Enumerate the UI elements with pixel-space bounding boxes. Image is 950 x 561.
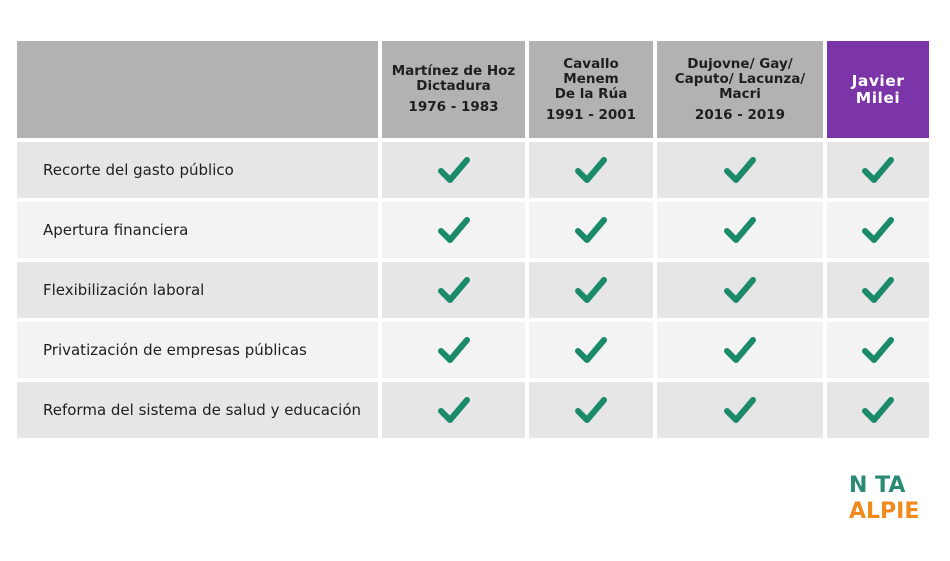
logo-line1: N TA bbox=[849, 473, 906, 498]
table-cell bbox=[382, 322, 525, 378]
table-cell bbox=[827, 142, 929, 198]
table-cell bbox=[529, 262, 653, 318]
checkmark-icon bbox=[438, 336, 470, 364]
policy-comparison-table bbox=[17, 41, 929, 438]
checkmark-icon bbox=[862, 276, 894, 304]
row-label: Apertura financiera bbox=[17, 202, 378, 258]
checkmark-icon bbox=[724, 396, 756, 424]
table-cell bbox=[657, 382, 823, 438]
checkmark-icon bbox=[724, 156, 756, 184]
column-years: 2016 - 2019 bbox=[694, 106, 786, 123]
column-header-martinez-de-hoz bbox=[382, 41, 525, 138]
column-header-cavallo bbox=[529, 41, 653, 138]
table-cell bbox=[382, 142, 525, 198]
table-cell bbox=[382, 262, 525, 318]
checkmark-icon bbox=[438, 396, 470, 424]
table-cell bbox=[657, 142, 823, 198]
checkmark-icon bbox=[575, 216, 607, 244]
logo-line2: ALPIE bbox=[849, 499, 920, 524]
checkmark-icon bbox=[575, 336, 607, 364]
column-header-dujovne bbox=[657, 41, 823, 138]
column-name: Cavallo Menem De la Rúa bbox=[554, 55, 628, 102]
table-cell bbox=[529, 202, 653, 258]
table-cell bbox=[827, 202, 929, 258]
row-label: Privatización de empresas públicas bbox=[17, 322, 378, 378]
checkmark-icon bbox=[438, 276, 470, 304]
table-cell bbox=[529, 322, 653, 378]
table-cell bbox=[529, 142, 653, 198]
row-label: Recorte del gasto público bbox=[17, 142, 378, 198]
checkmark-icon bbox=[438, 156, 470, 184]
table-cell bbox=[382, 202, 525, 258]
table-cell bbox=[827, 382, 929, 438]
checkmark-icon bbox=[862, 336, 894, 364]
column-years: 1991 - 2001 bbox=[545, 106, 637, 123]
table-cell bbox=[827, 322, 929, 378]
checkmark-icon bbox=[438, 216, 470, 244]
table-cell bbox=[657, 262, 823, 318]
column-years: 1976 - 1983 bbox=[408, 99, 499, 115]
column-name: Martínez de Hoz Dictadura bbox=[391, 63, 516, 94]
checkmark-icon bbox=[862, 396, 894, 424]
table-cell bbox=[382, 382, 525, 438]
checkmark-icon bbox=[575, 396, 607, 424]
checkmark-icon bbox=[724, 276, 756, 304]
checkmark-icon bbox=[575, 156, 607, 184]
checkmark-icon bbox=[724, 216, 756, 244]
table-cell bbox=[657, 322, 823, 378]
table-cell bbox=[529, 382, 653, 438]
header-corner bbox=[17, 41, 378, 138]
column-name: Dujovne/ Gay/ Caputo/ Lacunza/ Macri bbox=[674, 55, 806, 102]
row-label: Reforma del sistema de salud y educación bbox=[17, 382, 378, 438]
checkmark-icon bbox=[575, 276, 607, 304]
table-cell bbox=[657, 202, 823, 258]
checkmark-icon bbox=[724, 336, 756, 364]
nota-al-pie-logo bbox=[849, 472, 929, 526]
row-label: Flexibilización laboral bbox=[17, 262, 378, 318]
checkmark-icon bbox=[862, 216, 894, 244]
column-name: Javier Milei bbox=[851, 71, 905, 107]
column-header-milei bbox=[827, 41, 929, 138]
table-cell bbox=[827, 262, 929, 318]
checkmark-icon bbox=[862, 156, 894, 184]
